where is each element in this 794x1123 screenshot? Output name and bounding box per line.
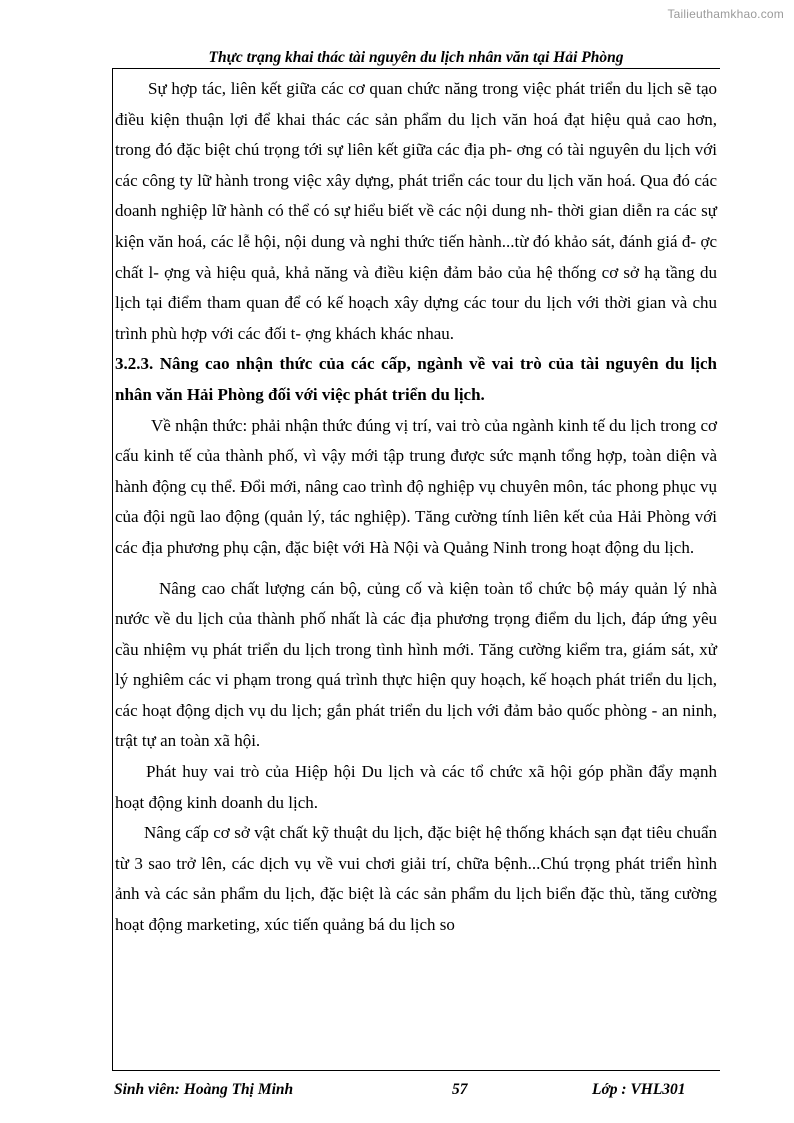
left-margin-rule	[112, 68, 113, 1070]
footer-rule	[112, 1070, 720, 1071]
paragraph-infrastructure: Nâng cấp cơ sở vật chất kỹ thuật du lịch, đặc biệt hệ thống khách sạn đạt tiêu chuẩn từ 3 sao trở lên, các dịch vụ về vui chơi giải trí, chữa bệnh...Chú trọng phát triển hình ảnh và các sản phẩm du lịch, đặc biệt là các sản phẩm du lịch biển đặc thù, tăng cường hoạt động marketing, xúc tiến quảng bá du lịch so	[115, 823, 717, 935]
body-text	[115, 74, 717, 941]
section-heading: 3.2.3. Nâng cao nhận thức của các cấp, ngành về vai trò của tài nguyên du lịch nhân văn Hải Phòng đối với việc phát triển du lịch.	[115, 354, 717, 404]
paragraph-association: Phát huy vai trò của Hiệp hội Du lịch và các tổ chức xã hội góp phần đẩy mạnh hoạt động kinh doanh du lịch.	[115, 762, 717, 812]
footer-student-name: Sinh viên: Hoàng Thị Minh	[114, 1081, 294, 1098]
paragraph-staff-quality: Nâng cao chất lượng cán bộ, củng cố và kiện toàn tổ chức bộ máy quản lý nhà nước về du lịch của thành phố nhất là các địa phương trọng điểm du lịch, đáp ứng yêu cầu nhiệm vụ phát triển du lịch trong tình hình mới. Tăng cường kiểm tra, giám sát, xử lý nghiêm các vi phạm trong quá trình thực hiện quy hoạch, kế hoạch phát triển du lịch, các hoạt động dịch vụ du lịch; gắn phát triển du lịch với đảm bảo quốc phòng - an ninh, trật tự an toàn xã hội.	[115, 578, 717, 751]
running-header: Thực trạng khai thác tài nguyên du lịch nhân văn tại Hải Phòng	[208, 49, 624, 66]
header-rule	[112, 68, 720, 69]
footer-class: Lớp : VHL301	[592, 1081, 686, 1098]
paragraph-gap	[115, 564, 717, 574]
footer-page-number: 57	[452, 1081, 468, 1098]
watermark: Tailieuthamkhao.com	[667, 7, 784, 21]
paragraph-awareness: Về nhận thức: phải nhận thức đúng vị trí, vai trò của ngành kinh tế du lịch trong cơ cấu kinh tế của thành phố, vì vậy mới tập trung được sức mạnh tổng hợp, toàn diện và hành động cụ thể. Đổi mới, nâng cao trình độ nghiệp vụ chuyên môn, tác phong phục vụ của đội ngũ lao động (quản lý, tác nghiệp). Tăng cường tính liên kết của Hải Phòng với các địa phương phụ cận, đặc biệt với Hà Nội và Quảng Ninh trong hoạt động du lịch.	[115, 415, 717, 557]
paragraph-cooperation: Sự hợp tác, liên kết giữa các cơ quan chức năng trong việc phát triển du lịch sẽ tạo điều kiện thuận lợi để khai thác các sản phẩm du lịch văn hoá đạt hiệu quả cao hơn, trong đó đặc biệt chú trọng tới sự liên kết giữa các địa ph- ơng có tài nguyên du lịch với các công ty lữ hành trong việc xây dựng, phát triển các tour du lịch văn hoá. Qua đó các doanh nghiệp lữ hành có thể có sự hiểu biết về các nội dung nh- thời gian diễn ra các sự kiện văn hoá, các lễ hội, nội dung và nghi thức tiến hành...từ đó khảo sát, đánh giá đ- ợc chất l- ợng và hiệu quả, khả năng và điều kiện đảm bảo của hệ thống cơ sở hạ tầng du lịch tại điểm tham quan để có kế hoạch xây dựng các tour du lịch với thời gian và chu trình phù hợp với các đối t- ợng khách khác nhau.	[115, 79, 717, 343]
